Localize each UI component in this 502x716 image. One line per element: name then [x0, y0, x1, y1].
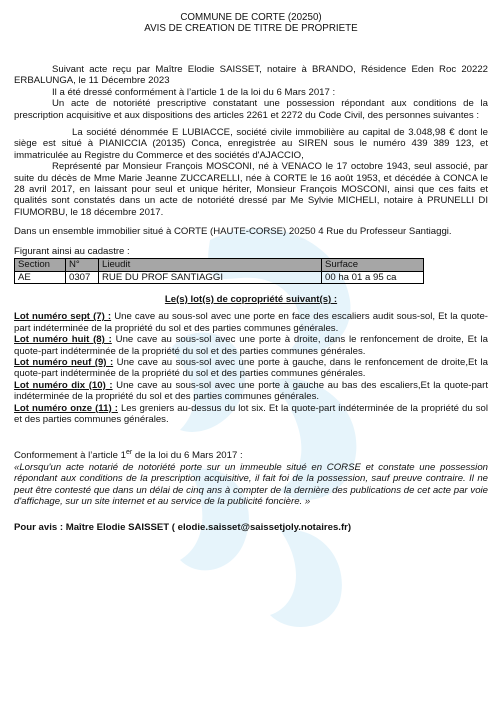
- lot-name: Lot numéro onze (11) :: [14, 402, 118, 414]
- lot-description: Une cave au sous-sol avec une porte à gauche, dans le renfoncement de droite,Et la quote-part indéterminée de la propriété du sol et des parties communes générales.: [14, 356, 488, 380]
- cadastre-table: [14, 258, 424, 284]
- conformement-text-end: de la loi du 6 Mars 2017 :: [132, 450, 243, 462]
- legal-quote: «Lorsqu'un acte notarié de notoriété porte sur un immeuble situé en CORSE et constate une possession répondant aux conditions de la prescription acquisitive, il fait foi de la possession, sauf preuve contraire. Il ne peut être contesté que dans un délai de cinq ans à compter de la dernière des publications de cet acte par voie d'affichage, sur un site internet et au service de la publicité foncière. »: [14, 461, 488, 508]
- list-item: [14, 311, 488, 334]
- cell-lieudit: RUE DU PROF SANTIAGGI: [99, 271, 322, 283]
- representative-paragraph: Représenté par Monsieur François MOSCONI, né à VENACO le 17 octobre 1943, seul associé, par suite du décès de Mme Marie Jeanne ZUCCARELLI, née à CORTE le 16 août 1953, et décédée à CONCA le 28 avril 2017, en laissant pour seul et unique hériter, Monsieur François MOSCONI, ainsi que ces faits et qualités sont constatés dans un acte de notoriété dressé par Me Sylvie MICHELI, notaire à PRUNELLI DI FIUMORBU, le 18 décembre 2017.: [14, 161, 488, 218]
- header-number: N°: [66, 259, 99, 271]
- notice-document: [14, 12, 488, 533]
- footer-contact: Pour avis : Maître Elodie SAISSET ( elodie.saisset@saissetjoly.notaires.fr): [14, 521, 352, 533]
- lot-description: Une cave au sous-sol avec une porte en face des escaliers audit sous-sol, Et la quote-part indéterminée de la propriété du sol et des parties communes générales.: [14, 311, 488, 334]
- lot-name: Lot numéro huit (8) :: [14, 334, 112, 346]
- company-paragraph: La société dénommée E LUBIACCE, société civile immobilière au capital de 3.048,98 € dont le siège est situé à PIANICCIA (20135) Conca, enregistrée au SIREN sous le numéro 439 389 123, et immatriculée au Registre du Commerce et des sociétés d'AJACCIO,: [14, 127, 488, 161]
- cadastre-label: Figurant ainsi au cadastre :: [14, 245, 130, 257]
- lot-name: Lot numéro dix (10) :: [14, 379, 113, 391]
- lot-description: Les greniers au-dessus du lot six. Et la quote-part indéterminée de la propriété du sol et des parties communes générales.: [14, 402, 488, 425]
- header-section: Section: [15, 259, 66, 271]
- cell-section: AE: [15, 271, 66, 283]
- header-lieudit: Lieudit: [99, 259, 322, 271]
- conformement-text: Conformement à l’article 1: [14, 450, 126, 462]
- cadastre-header-row: [15, 259, 424, 271]
- intro-paragraph-1: Suivant acte reçu par Maître Elodie SAISSET, notaire à BRANDO, Résidence Eden Roc 20222 ERBALUNGA, le 11 Décembre 2023: [14, 64, 488, 87]
- lot-name: Lot numéro neuf (9) :: [14, 356, 114, 368]
- superscript: er: [125, 449, 133, 457]
- list-item: [14, 357, 488, 380]
- location-paragraph: Dans un ensemble immobilier situé à CORTE (HAUTE-CORSE) 20250 4 Rue du Professeur Santiaggi.: [14, 226, 452, 238]
- avis-title: AVIS DE CREATION DE TITRE DE PROPRIETE: [144, 23, 358, 34]
- cell-number: 0307: [66, 271, 99, 283]
- commune-title: COMMUNE DE CORTE (20250): [180, 12, 322, 23]
- conformement-intro: [14, 447, 488, 462]
- lot-description: Une cave au sous-sol avec une porte à droite, dans le renfoncement de droite, Et la quote-part indéterminée de la propriété du sol et des parties communes générales.: [14, 334, 488, 357]
- intro-paragraph-2: Il a été dressé conformément à l’article 1 de la loi du 6 Mars 2017 :: [52, 86, 336, 98]
- list-item: [14, 380, 488, 403]
- intro-paragraph-3: Un acte de notoriété prescriptive constatant une possession répondant aux conditions de la prescription acquisitive et aux dispositions des articles 2261 et 2272 du Code Civil, des personnes suivantes :: [14, 98, 488, 121]
- header-surface: Surface: [322, 259, 424, 271]
- lot-description: Une cave au sous-sol avec une porte à gauche au bas des escaliers,Et la quote-part indéterminée de la propriété du sol et des parties communes générales.: [14, 379, 489, 403]
- list-item: [14, 403, 488, 426]
- table-row: [15, 271, 424, 283]
- lots-heading: Le(s) lot(s) de copropriété suivant(s) :: [164, 293, 338, 305]
- list-item: [14, 334, 488, 357]
- cell-surface: 00 ha 01 a 95 ca: [322, 271, 424, 283]
- lot-name: Lot numéro sept (7) :: [14, 311, 112, 323]
- lots-list: [14, 311, 488, 425]
